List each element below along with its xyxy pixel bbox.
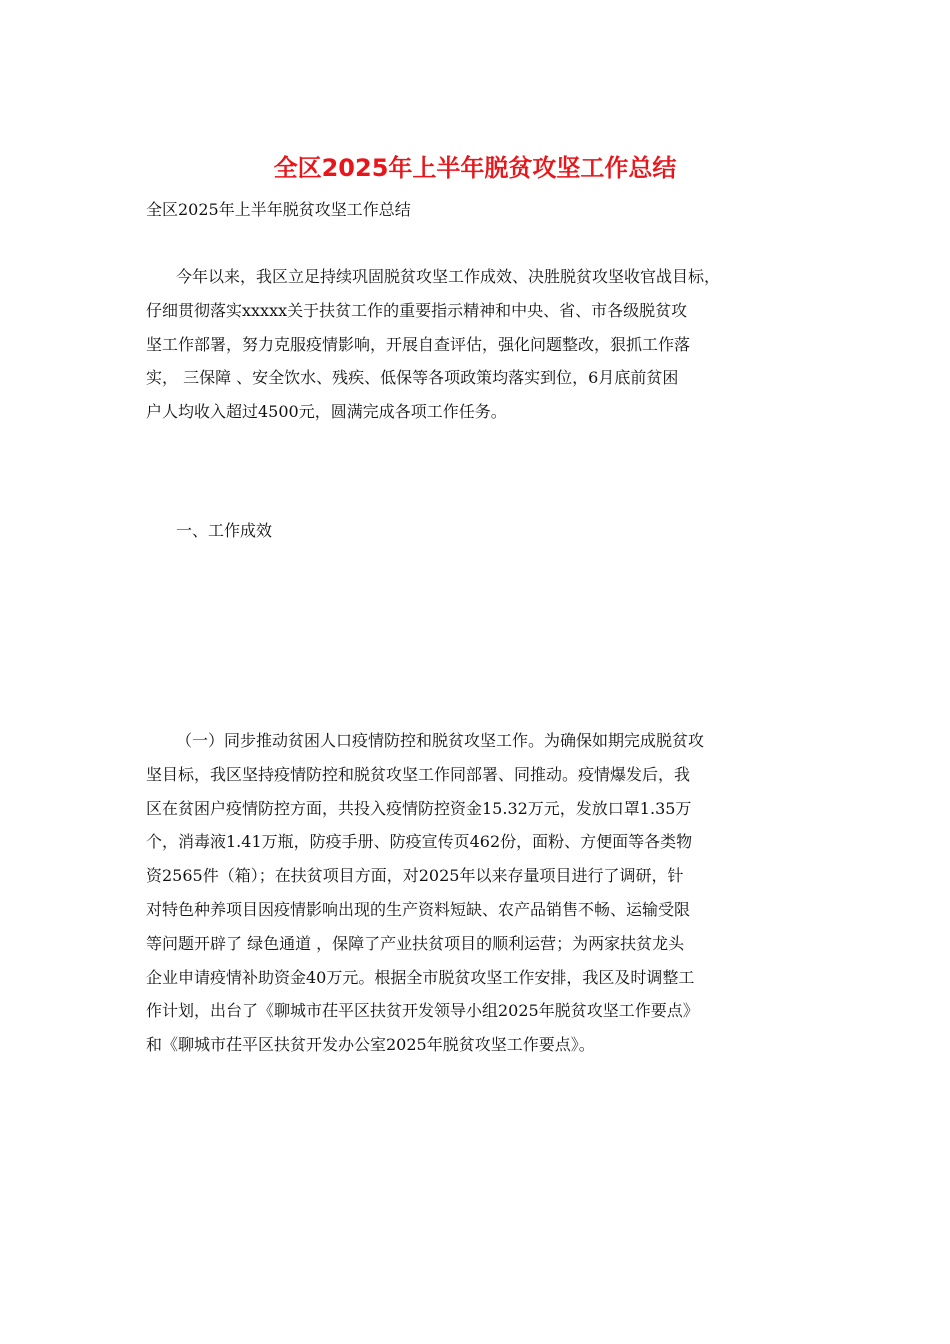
section-1-line: 资2565件（箱）；在扶贫项目方面，对2025年以来存量项目进行了调研，针 bbox=[146, 866, 684, 886]
intro-line: 仔细贯彻落实xxxxx关于扶贫工作的重要指示精神和中央、省、市各级脱贫攻 bbox=[146, 300, 688, 320]
section-heading: 一、工作成效 bbox=[176, 521, 273, 540]
intro-line: 坚工作部署，努力克服疫情影响，开展自查评估，强化问题整改，狠抓工作落 bbox=[146, 334, 691, 354]
intro-line: 今年以来，我区立足持续巩固脱贫攻坚工作成效、决胜脱贫攻坚收官战目标， bbox=[176, 267, 721, 286]
section-1-paragraph bbox=[146, 724, 810, 1062]
document-title: 全区2025年上半年脱贫攻坚工作总结 bbox=[273, 154, 677, 182]
section-1-line: 对特色种养项目因疫情影响出现的生产资料短缺、农产品销售不畅、运输受限 bbox=[146, 899, 691, 919]
section-1-line: 坚目标，我区坚持疫情防控和脱贫攻坚工作同部署、同推动。疫情爆发后，我 bbox=[146, 764, 691, 784]
document-subtitle: 全区2025年上半年脱贫攻坚工作总结 bbox=[146, 200, 411, 219]
section-1-line: 作计划，出台了《聊城市茌平区扶贫开发领导小组2025年脱贫攻坚工作要点》 bbox=[146, 1001, 699, 1021]
section-1-line: （一）同步推动贫困人口疫情防控和脱贫攻坚工作。为确保如期完成脱贫攻 bbox=[176, 731, 705, 750]
section-1-line: 个，消毒液1.41万瓶，防疫手册、防疫宣传页462份，面粉、方便面等各类物 bbox=[146, 832, 693, 852]
section-1-line: 区在贫困户疫情防控方面，共投入疫情防控资金15.32万元，发放口罩1.35万 bbox=[146, 798, 692, 818]
intro-paragraph bbox=[146, 260, 810, 429]
section-1-line: 和《聊城市茌平区扶贫开发办公室2025年脱贫攻坚工作要点》。 bbox=[146, 1035, 595, 1055]
intro-line: 实， 三保障 、安全饮水、残疾、低保等各项政策均落实到位，6月底前贫困 bbox=[146, 368, 679, 388]
section-1-line: 等问题开辟了 绿色通道 ，保障了产业扶贫项目的顺利运营；为两家扶贫龙头 bbox=[146, 933, 685, 953]
section-1-line: 企业申请疫情补助资金40万元。根据全市脱贫攻坚工作安排，我区及时调整工 bbox=[146, 967, 695, 987]
intro-line: 户人均收入超过4500元，圆满完成各项工作任务。 bbox=[146, 402, 507, 422]
